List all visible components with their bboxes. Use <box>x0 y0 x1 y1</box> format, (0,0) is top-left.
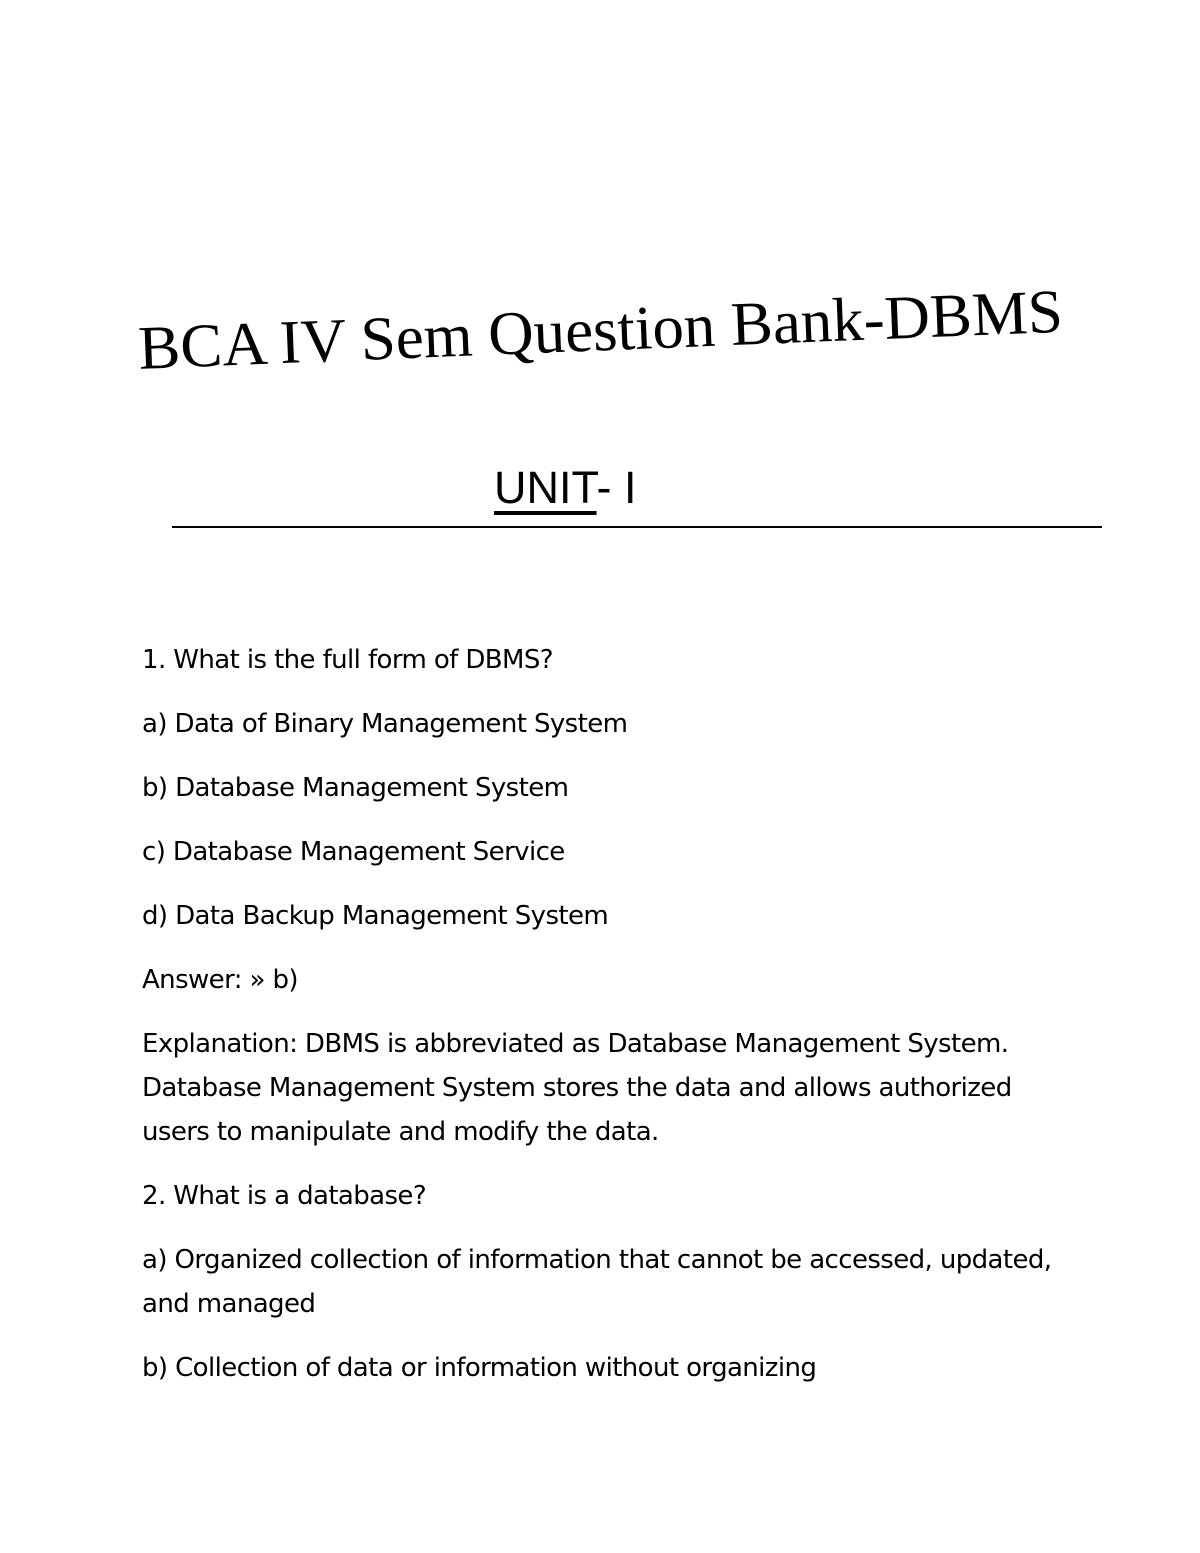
question-2: 2. What is a database? <box>142 1181 427 1211</box>
heading-divider <box>172 526 1102 528</box>
q2-option-a: a) Organized collection of information that cannot be accessed, updated, and managed <box>142 1245 1052 1319</box>
question-content <box>142 638 1062 1410</box>
unit-label: UNIT <box>494 462 597 513</box>
document-title-svg <box>137 270 1078 383</box>
unit-heading <box>494 458 637 518</box>
q1-option-b: b) Database Management System <box>142 773 569 803</box>
question-1: 1. What is the full form of DBMS? <box>142 645 553 675</box>
q1-option-d: d) Data Backup Management System <box>142 901 609 931</box>
unit-number: - I <box>596 462 637 513</box>
q2-option-b: b) Collection of data or information without organizing <box>142 1353 817 1383</box>
document-title-text: BCA IV Sem Question Bank-DBMS <box>137 278 1051 383</box>
q1-option-a: a) Data of Binary Management System <box>142 709 628 739</box>
q1-answer: Answer: » b) <box>142 965 298 995</box>
q1-explanation: Explanation: DBMS is abbreviated as Database Management System. Database Management System stores the data and allows authorized users to manipulate and modify the data. <box>142 1029 1012 1147</box>
q1-option-c: c) Database Management Service <box>142 837 565 867</box>
document-title <box>137 270 1078 383</box>
